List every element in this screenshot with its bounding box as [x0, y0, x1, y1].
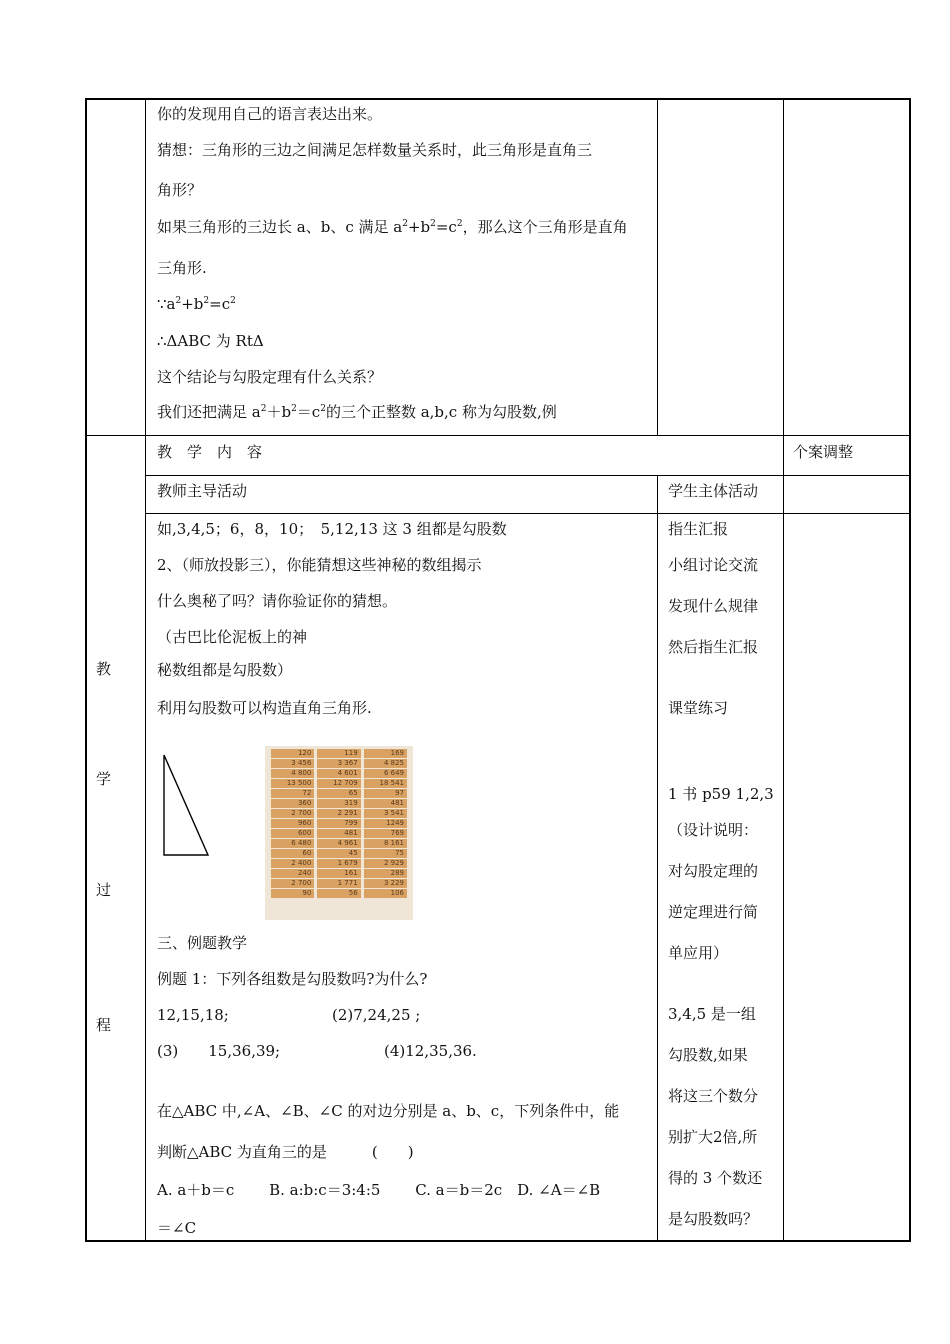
tablet-row — [271, 859, 407, 868]
tablet-row — [271, 769, 407, 778]
tablet-cell: 2 700 — [271, 879, 314, 888]
tablet-cell: 72 — [271, 789, 314, 798]
student-line: 3,4,5 是一组 — [668, 1005, 756, 1023]
right-triangle-figure — [160, 752, 214, 860]
tablet-cell: 1 679 — [317, 859, 360, 868]
tablet-row — [271, 869, 407, 878]
col-divider-2-bottom — [657, 475, 658, 1242]
tablet-cell: 240 — [271, 869, 314, 878]
tablet-cell: 12 709 — [317, 779, 360, 788]
student-line: 对勾股定理的 — [668, 862, 759, 880]
tablet-cell: 1 771 — [317, 879, 360, 888]
tablet-cell: 289 — [364, 869, 407, 878]
tablet-cell: 119 — [317, 749, 360, 758]
teacher-line: 2、（师放投影三），你能猜想这些神秘的数组揭示 — [157, 556, 482, 574]
tablet-cell: 6 480 — [271, 839, 314, 848]
table-border-top — [85, 98, 911, 100]
teacher-line: 秘数组都是勾股数） — [157, 661, 293, 679]
tablet-cell: 13 500 — [271, 779, 314, 788]
tablet-cell: 161 — [317, 869, 360, 878]
side-label-char: 学 — [96, 770, 112, 788]
tablet-cell: 360 — [271, 799, 314, 808]
student-line: 勾股数,如果 — [668, 1046, 748, 1064]
teacher-line: 判断△ABC 为直角三的是 ( ) — [157, 1143, 414, 1161]
text-line: 角形？ — [157, 181, 203, 199]
text-line: 你的发现用自己的语言表达出来。 — [157, 105, 383, 123]
text-line: 这个结论与勾股定理有什么关系？ — [157, 368, 383, 386]
tablet-cell: 106 — [364, 889, 407, 898]
tablet-cell: 2 929 — [364, 859, 407, 868]
tablet-cell: 90 — [271, 889, 314, 898]
tablet-cell: 2 700 — [271, 809, 314, 818]
student-line: 1 书 p59 1,2,3 — [668, 785, 774, 803]
definition-line: 我们还把满足 $a^2+b^2=c^2$的三个正整数 a,b,c 称为勾股数,例 — [157, 403, 557, 421]
tablet-cell: 960 — [271, 819, 314, 828]
tablet-cell: 120 — [271, 749, 314, 758]
student-line: （设计说明： — [668, 821, 759, 839]
tablet-cell: 97 — [364, 789, 407, 798]
student-line: 然后指生汇报 — [668, 638, 759, 656]
side-label-char: 程 — [96, 1016, 112, 1034]
tablet-row — [271, 749, 407, 758]
student-line: 是勾股数吗？ — [668, 1210, 759, 1228]
col-divider-2-top — [657, 98, 658, 436]
tablet-cell: 2 291 — [317, 809, 360, 818]
header-teacher: 教师主导活动 — [157, 482, 248, 500]
exercise-item: (3) 15,36,39; — [157, 1042, 281, 1060]
tablet-cell: 4 961 — [317, 839, 360, 848]
table-border-left — [85, 98, 87, 1242]
header-adjust: 个案调整 — [793, 443, 854, 461]
header-content: 教 学 内 容 — [157, 443, 263, 461]
tablet-cell: 600 — [271, 829, 314, 838]
tablet-cell: 60 — [271, 849, 314, 858]
tablet-row — [271, 889, 407, 898]
tablet-row — [271, 819, 407, 828]
tablet-cell: 4 800 — [271, 769, 314, 778]
teacher-line: 利用勾股数可以构造直角三角形. — [157, 699, 372, 717]
side-label-char: 过 — [96, 881, 112, 899]
tablet-cell: 769 — [364, 829, 407, 838]
choice-line: A. a＋b＝c B. a:b:c＝3:4:5 C. a＝b＝2c D. ∠A＝∠B — [157, 1181, 601, 1199]
tablet-cell: 2 400 — [271, 859, 314, 868]
teacher-line: 例题 1：下列各组数是勾股数吗?为什么? — [157, 970, 428, 988]
choice-line: ＝∠C — [157, 1219, 197, 1237]
tablet-row — [271, 789, 407, 798]
because-line: $\because a^2+b^2=c^2$ — [157, 295, 236, 313]
row-divider-1 — [85, 435, 911, 436]
tablet-row — [271, 879, 407, 888]
teacher-line: （古巴比伦泥板上的神 — [157, 628, 308, 646]
tablet-cell: 6 649 — [364, 769, 407, 778]
text-line: 猜想：三角形的三边之间满足怎样数量关系时，此三角形是直角三 — [157, 141, 593, 159]
tablet-cell: 56 — [317, 889, 360, 898]
row-divider-3 — [145, 513, 911, 514]
tablet-cell: 1249 — [364, 819, 407, 828]
student-line: 将这三个数分 — [668, 1087, 759, 1105]
tablet-row — [271, 829, 407, 838]
student-line: 小组讨论交流 — [668, 556, 759, 574]
row-divider-2 — [145, 475, 911, 476]
table-border-bottom — [85, 1240, 911, 1242]
tablet-cell: 3 456 — [271, 759, 314, 768]
student-line: 得的 3 个数还 — [668, 1169, 763, 1187]
tablet-row — [271, 779, 407, 788]
student-line: 别扩大2倍,所 — [668, 1128, 758, 1146]
col-divider-1 — [145, 98, 146, 1242]
student-line: 逆定理进行简 — [668, 903, 759, 921]
tablet-cell: 3 367 — [317, 759, 360, 768]
side-label-char: 教 — [96, 660, 112, 678]
teacher-line: 什么奥秘了吗？请你验证你的猜想。 — [157, 592, 398, 610]
tablet-cell: 481 — [364, 799, 407, 808]
header-student: 学生主体活动 — [668, 482, 759, 500]
tablet-row — [271, 759, 407, 768]
therefore-line: ∴ΔABC 为 RtΔ — [157, 332, 264, 350]
col-divider-3 — [783, 98, 784, 1242]
text-line: 三角形. — [157, 259, 207, 277]
student-line: 发现什么规律 — [668, 597, 759, 615]
exercise-item: (4)12,35,36. — [384, 1042, 477, 1060]
teacher-line: 在△ABC 中,∠A、∠B、∠C 的对边分别是 a、b、c，下列条件中，能 — [157, 1102, 620, 1120]
tablet-cell: 799 — [317, 819, 360, 828]
tablet-cell: 4 825 — [364, 759, 407, 768]
tablet-row — [271, 839, 407, 848]
tablet-cell: 481 — [317, 829, 360, 838]
tablet-row — [271, 799, 407, 808]
tablet-cell: 4 601 — [317, 769, 360, 778]
condition-line: 如果三角形的三边长 a、b、c 满足 $a^2+b^2=c^2$，那么这个三角形是直角 — [157, 218, 628, 236]
exercise-item: 12,15,18; — [157, 1006, 229, 1024]
tablet-cell: 3 541 — [364, 809, 407, 818]
teacher-line: 三、例题教学 — [157, 934, 248, 952]
student-line: 指生汇报 — [668, 520, 729, 538]
tablet-cell: 8 161 — [364, 839, 407, 848]
tablet-cell: 169 — [364, 749, 407, 758]
tablet-cell: 3 229 — [364, 879, 407, 888]
student-line: 单应用） — [668, 944, 729, 962]
tablet-cell: 45 — [317, 849, 360, 858]
tablet-cell: 319 — [317, 799, 360, 808]
student-line: 课堂练习 — [668, 699, 729, 717]
table-border-right — [909, 98, 911, 1242]
tablet-row — [271, 849, 407, 858]
tablet-cell: 65 — [317, 789, 360, 798]
tablet-cell: 75 — [364, 849, 407, 858]
exercise-item: (2)7,24,25 ; — [332, 1006, 421, 1024]
babylonian-tablet-image — [265, 746, 413, 920]
tablet-cell: 18 541 — [364, 779, 407, 788]
tablet-row — [271, 809, 407, 818]
teacher-line: 如,3,4,5；6，8，10； 5,12,13 这 3 组都是勾股数 — [157, 520, 507, 538]
